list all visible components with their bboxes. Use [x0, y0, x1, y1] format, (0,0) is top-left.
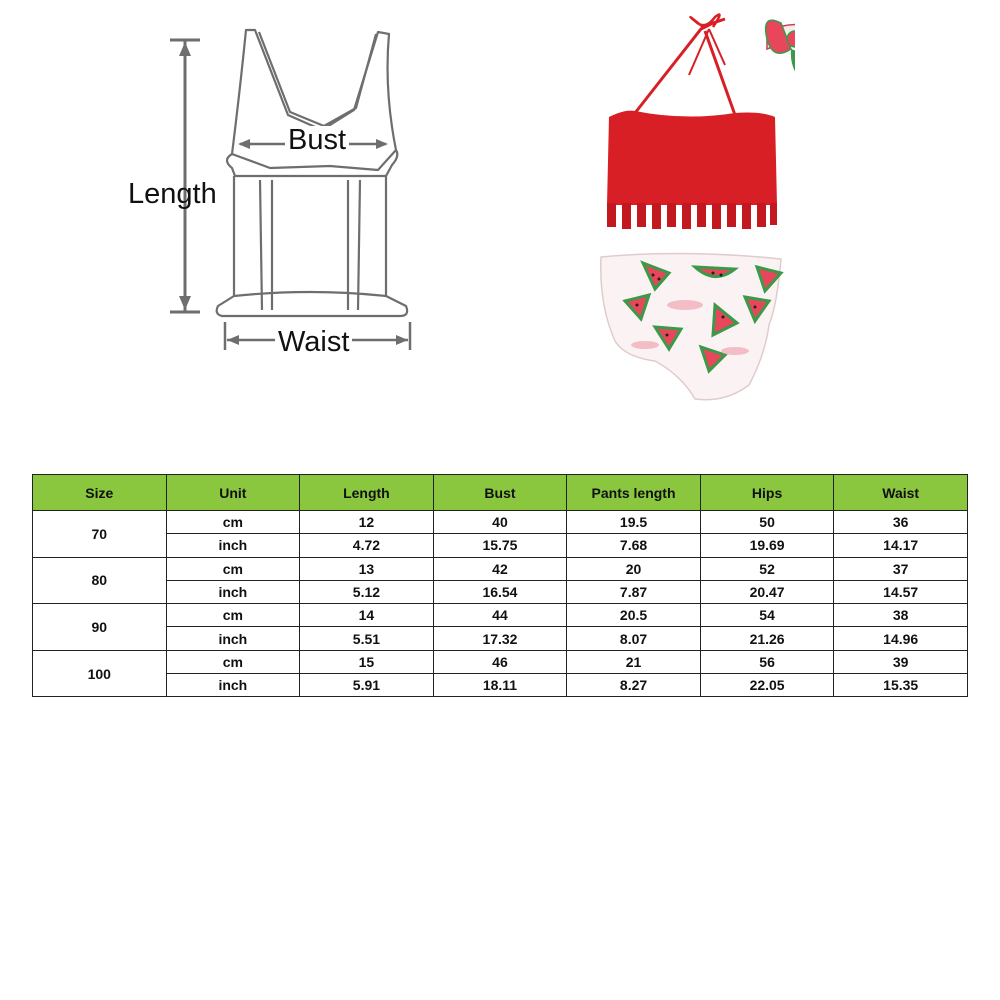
- bust-cell: 17.32: [433, 627, 567, 650]
- waist-cell: 14.17: [834, 534, 968, 557]
- unit-cell: cm: [166, 650, 300, 673]
- length-label: Length: [128, 178, 217, 210]
- bottoms-icon: [601, 253, 781, 399]
- header-pants-length: Pants length: [567, 475, 701, 511]
- unit-cell: inch: [166, 674, 300, 697]
- unit-cell: cm: [166, 557, 300, 580]
- length-cell: 12: [300, 511, 434, 534]
- pants-length-cell: 7.68: [567, 534, 701, 557]
- waist-cell: 38: [834, 604, 968, 627]
- product-photo: [585, 5, 795, 405]
- unit-cell: inch: [166, 627, 300, 650]
- pants-length-cell: 7.87: [567, 580, 701, 603]
- size-cell: 90: [33, 604, 167, 651]
- pants-length-cell: 20: [567, 557, 701, 580]
- bust-cell: 46: [433, 650, 567, 673]
- length-cell: 4.72: [300, 534, 434, 557]
- bust-label: Bust: [285, 126, 349, 155]
- pants-length-cell: 8.27: [567, 674, 701, 697]
- length-cell: 5.12: [300, 580, 434, 603]
- table-row: [33, 604, 968, 627]
- waist-cell: 15.35: [834, 674, 968, 697]
- pants-length-cell: 8.07: [567, 627, 701, 650]
- header-bust: Bust: [433, 475, 567, 511]
- table-row: [33, 674, 968, 697]
- header-hips: Hips: [700, 475, 834, 511]
- pants-length-cell: 21: [567, 650, 701, 673]
- hips-cell: 22.05: [700, 674, 834, 697]
- bust-cell: 15.75: [433, 534, 567, 557]
- waist-label: Waist: [275, 328, 352, 357]
- unit-cell: cm: [166, 511, 300, 534]
- size-cell: 80: [33, 557, 167, 604]
- waist-cell: 37: [834, 557, 968, 580]
- header-unit: Unit: [166, 475, 300, 511]
- length-cell: 15: [300, 650, 434, 673]
- length-cell: 5.51: [300, 627, 434, 650]
- table-row: [33, 580, 968, 603]
- waist-cell: 39: [834, 650, 968, 673]
- bust-cell: 40: [433, 511, 567, 534]
- bust-cell: 42: [433, 557, 567, 580]
- size-cell: 100: [33, 650, 167, 697]
- length-cell: 13: [300, 557, 434, 580]
- headband-icon: [766, 20, 795, 87]
- table-row: [33, 511, 968, 534]
- hips-cell: 54: [700, 604, 834, 627]
- length-cell: 14: [300, 604, 434, 627]
- hips-cell: 52: [700, 557, 834, 580]
- hips-cell: 50: [700, 511, 834, 534]
- header-waist: Waist: [834, 475, 968, 511]
- hips-cell: 20.47: [700, 580, 834, 603]
- hips-cell: 19.69: [700, 534, 834, 557]
- hips-cell: 56: [700, 650, 834, 673]
- waist-cell: 14.57: [834, 580, 968, 603]
- top-icon: [607, 15, 777, 229]
- bust-cell: 18.11: [433, 674, 567, 697]
- size-chart-table: [32, 474, 968, 697]
- table-row: [33, 627, 968, 650]
- measurement-diagram: [110, 20, 450, 370]
- table-row: [33, 534, 968, 557]
- table-row: [33, 650, 968, 673]
- waist-cell: 36: [834, 511, 968, 534]
- waist-cell: 14.96: [834, 627, 968, 650]
- unit-cell: cm: [166, 604, 300, 627]
- length-cell: 5.91: [300, 674, 434, 697]
- bust-cell: 16.54: [433, 580, 567, 603]
- size-cell: 70: [33, 511, 167, 558]
- header-length: Length: [300, 475, 434, 511]
- pants-length-cell: 19.5: [567, 511, 701, 534]
- table-header-row: [33, 475, 968, 511]
- header-size: Size: [33, 475, 167, 511]
- unit-cell: inch: [166, 580, 300, 603]
- table-row: [33, 557, 968, 580]
- unit-cell: inch: [166, 534, 300, 557]
- pants-length-cell: 20.5: [567, 604, 701, 627]
- bust-cell: 44: [433, 604, 567, 627]
- hips-cell: 21.26: [700, 627, 834, 650]
